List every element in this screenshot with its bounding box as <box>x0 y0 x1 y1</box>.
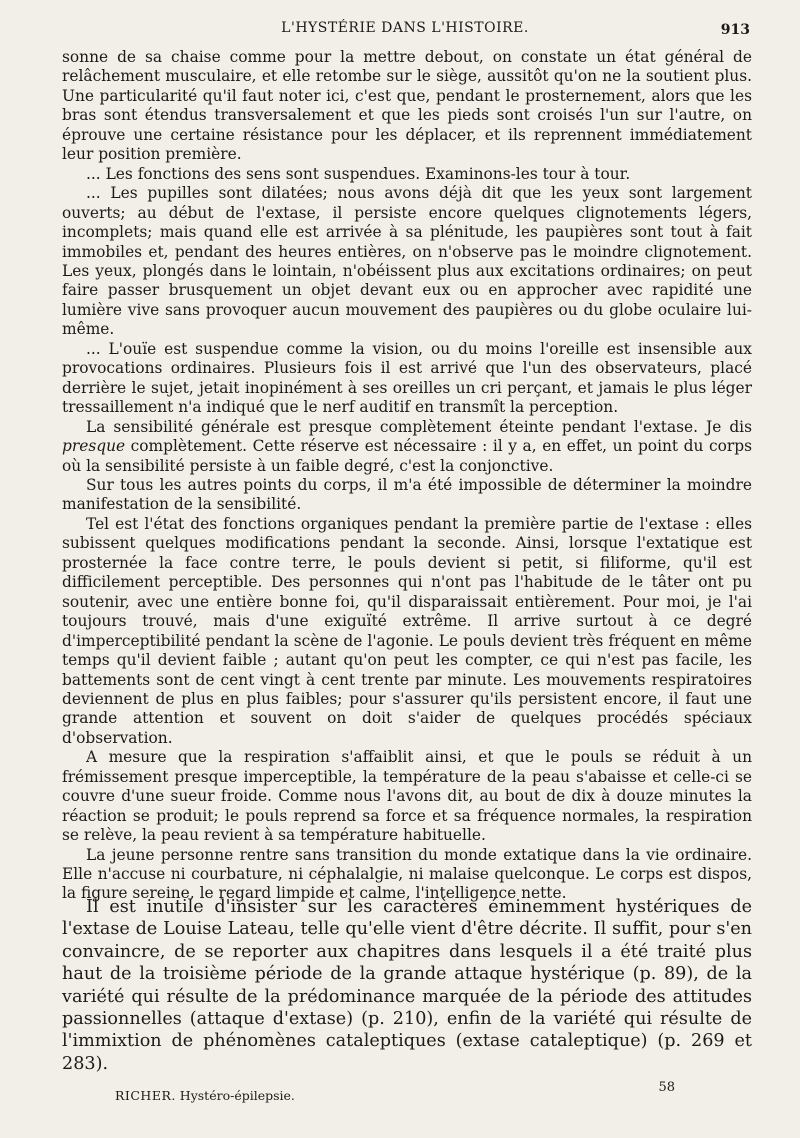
page-footer <box>115 1080 675 1120</box>
paragraph-pupils: ... Les pupilles sont dilatées; nous avons déjà dit que les yeux sont largement ouverts; au début de l'extase, il persiste encore quelques clignotements légers, incomplets; mais quand elle est arrivée à sa plénitude, les paupières sont tout à fait immobiles et, pendant des heures entières, on n'observe pas le moindre clignotement. Les yeux, plongés dans le lointain, n'obéissent plus aux excitations ordinaires; on peut faire passer brusquement un objet devant eux ou en approcher avec rapidité une lumière vive sans provoquer aucun mouvement des paupières ou du globe oculaire lui-même. <box>62 184 752 339</box>
paragraph-other-points: Sur tous les autres points du corps, il m'a été impossible de déterminer la moindre manifestation de la sensibilité. <box>62 475 752 514</box>
sensibility-text-after: complètement. Cette réserve est nécessaire : il y a, en effet, un point du corps où la sensibilité persiste à un faible degré, c'est la conjonctive. <box>62 437 752 475</box>
paragraph-sensibility <box>62 418 752 476</box>
paragraph-senses: ... Les fonctions des sens sont suspendues. Examinons-les tour à tour. <box>86 164 631 183</box>
page-number: 913 <box>720 22 750 38</box>
sheet-number: 58 <box>658 1080 675 1095</box>
signature-line <box>115 1088 295 1103</box>
paragraph-return: La jeune personne rentre sans transition du monde extatique dans la vie ordinaire. Elle n'accuse ni courbature, ni céphalalgie, ni malaise quelconque. Le corps est dispos, la figure sereine, le regard limpide et calme, l'intelligence nette. <box>62 845 752 903</box>
emphasis-presque: presque <box>62 437 126 456</box>
paragraph-respiration: A mesure que la respiration s'affaiblit ainsi, et que le pouls se réduit à un frémissement presque imperceptible, la température de la peau s'abaisse et celle-ci se couvre d'une sueur froide. Comme nous l'avons dit, au bout de dix à douze minutes la réaction se produit; le pouls reprend sa force et sa fréquence normales, la respiration se relève, la peau revient à sa température habituelle. <box>62 748 752 845</box>
author-name: RICHER. <box>115 1088 176 1103</box>
sensibility-text-before: La sensibilité générale est presque complètement éteinte pendant l'extase. Je dis <box>86 417 752 436</box>
author-commentary <box>62 896 752 1075</box>
running-title: L'HYSTÉRIE DANS L'HISTOIRE. <box>281 20 529 36</box>
quoted-observation <box>62 48 752 904</box>
paragraph-continued: sonne de sa chaise comme pour la mettre debout, on constate un état général de relâchement musculaire, et elle retombe sur le siège, aussitôt qu'on ne la soutient plus. Une particularité qu'il faut noter ici, c'est que, pendant le prosternement, alors que les bras sont étendus transversalement et que les pieds sont croisés l'un sur l'autre, on éprouve une certaine résistance pour les déplacer, et ils reprennent immédiatement leur position première. <box>62 48 752 164</box>
paragraph-hearing: ... L'ouïe est suspendue comme la vision, ou du moins l'oreille est insensible aux provocations ordinaires. Plusieurs fois il est arrivé que l'un des observateurs, placé derrière le sujet, jetait inopinément à ses oreilles un cri perçant, et jamais le plus léger tressaillement n'a indiqué que le nerf auditif en transmît la perception. <box>62 339 752 417</box>
work-title: Hystéro-épilepsie. <box>175 1088 295 1103</box>
paragraph-commentary: Il est inutile d'insister sur les caractères éminemment hystériques de l'extase de Louise Lateau, telle qu'elle vient d'être décrite. Il suffit, pour s'en convaincre, de se reporter aux chapitres dans lesquels il a été traité plus haut de la troisième période de la grande attaque hystérique (p. 89), de la variété qui résulte de la prédominance marquée de la période des attitudes passionnelles (attaque d'extase) (p. 210), enfin de la variété qui résulte de l'immixtion de phénomènes cataleptiques (extase cataleptique) (p. 269 et 283). <box>62 897 752 1074</box>
page-header <box>60 20 750 44</box>
paragraph-organic-functions: Tel est l'état des fonctions organiques pendant la première partie de l'extase : elles subissent quelques modifications pendant la seconde. Ainsi, lorsque l'extatique est prosternée la face contre terre, le pouls devient si petit, si filiforme, qu'il est difficilement perceptible. Des personnes qui n'ont pas l'habitude de le tâter ont pu soutenir, avec une entière bonne foi, qu'il disparaissait entièrement. Pour moi, je l'ai toujours trouvé, mais d'une exiguïté extrême. Il arrive surtout à ce degré d'imperceptibilité pendant la scène de l'agonie. Le pouls devient très fréquent en même temps qu'il devient faible ; autant qu'on peut les compter, ce qui n'est pas facile, les battements sont de cent vingt à cent trente par minute. Les mouvements respiratoires deviennent de plus en plus faibles; pour s'assurer qu'ils persistent encore, il faut une grande attention et souvent on doit s'aider de quelques procédés spéciaux d'observation. <box>62 514 752 747</box>
